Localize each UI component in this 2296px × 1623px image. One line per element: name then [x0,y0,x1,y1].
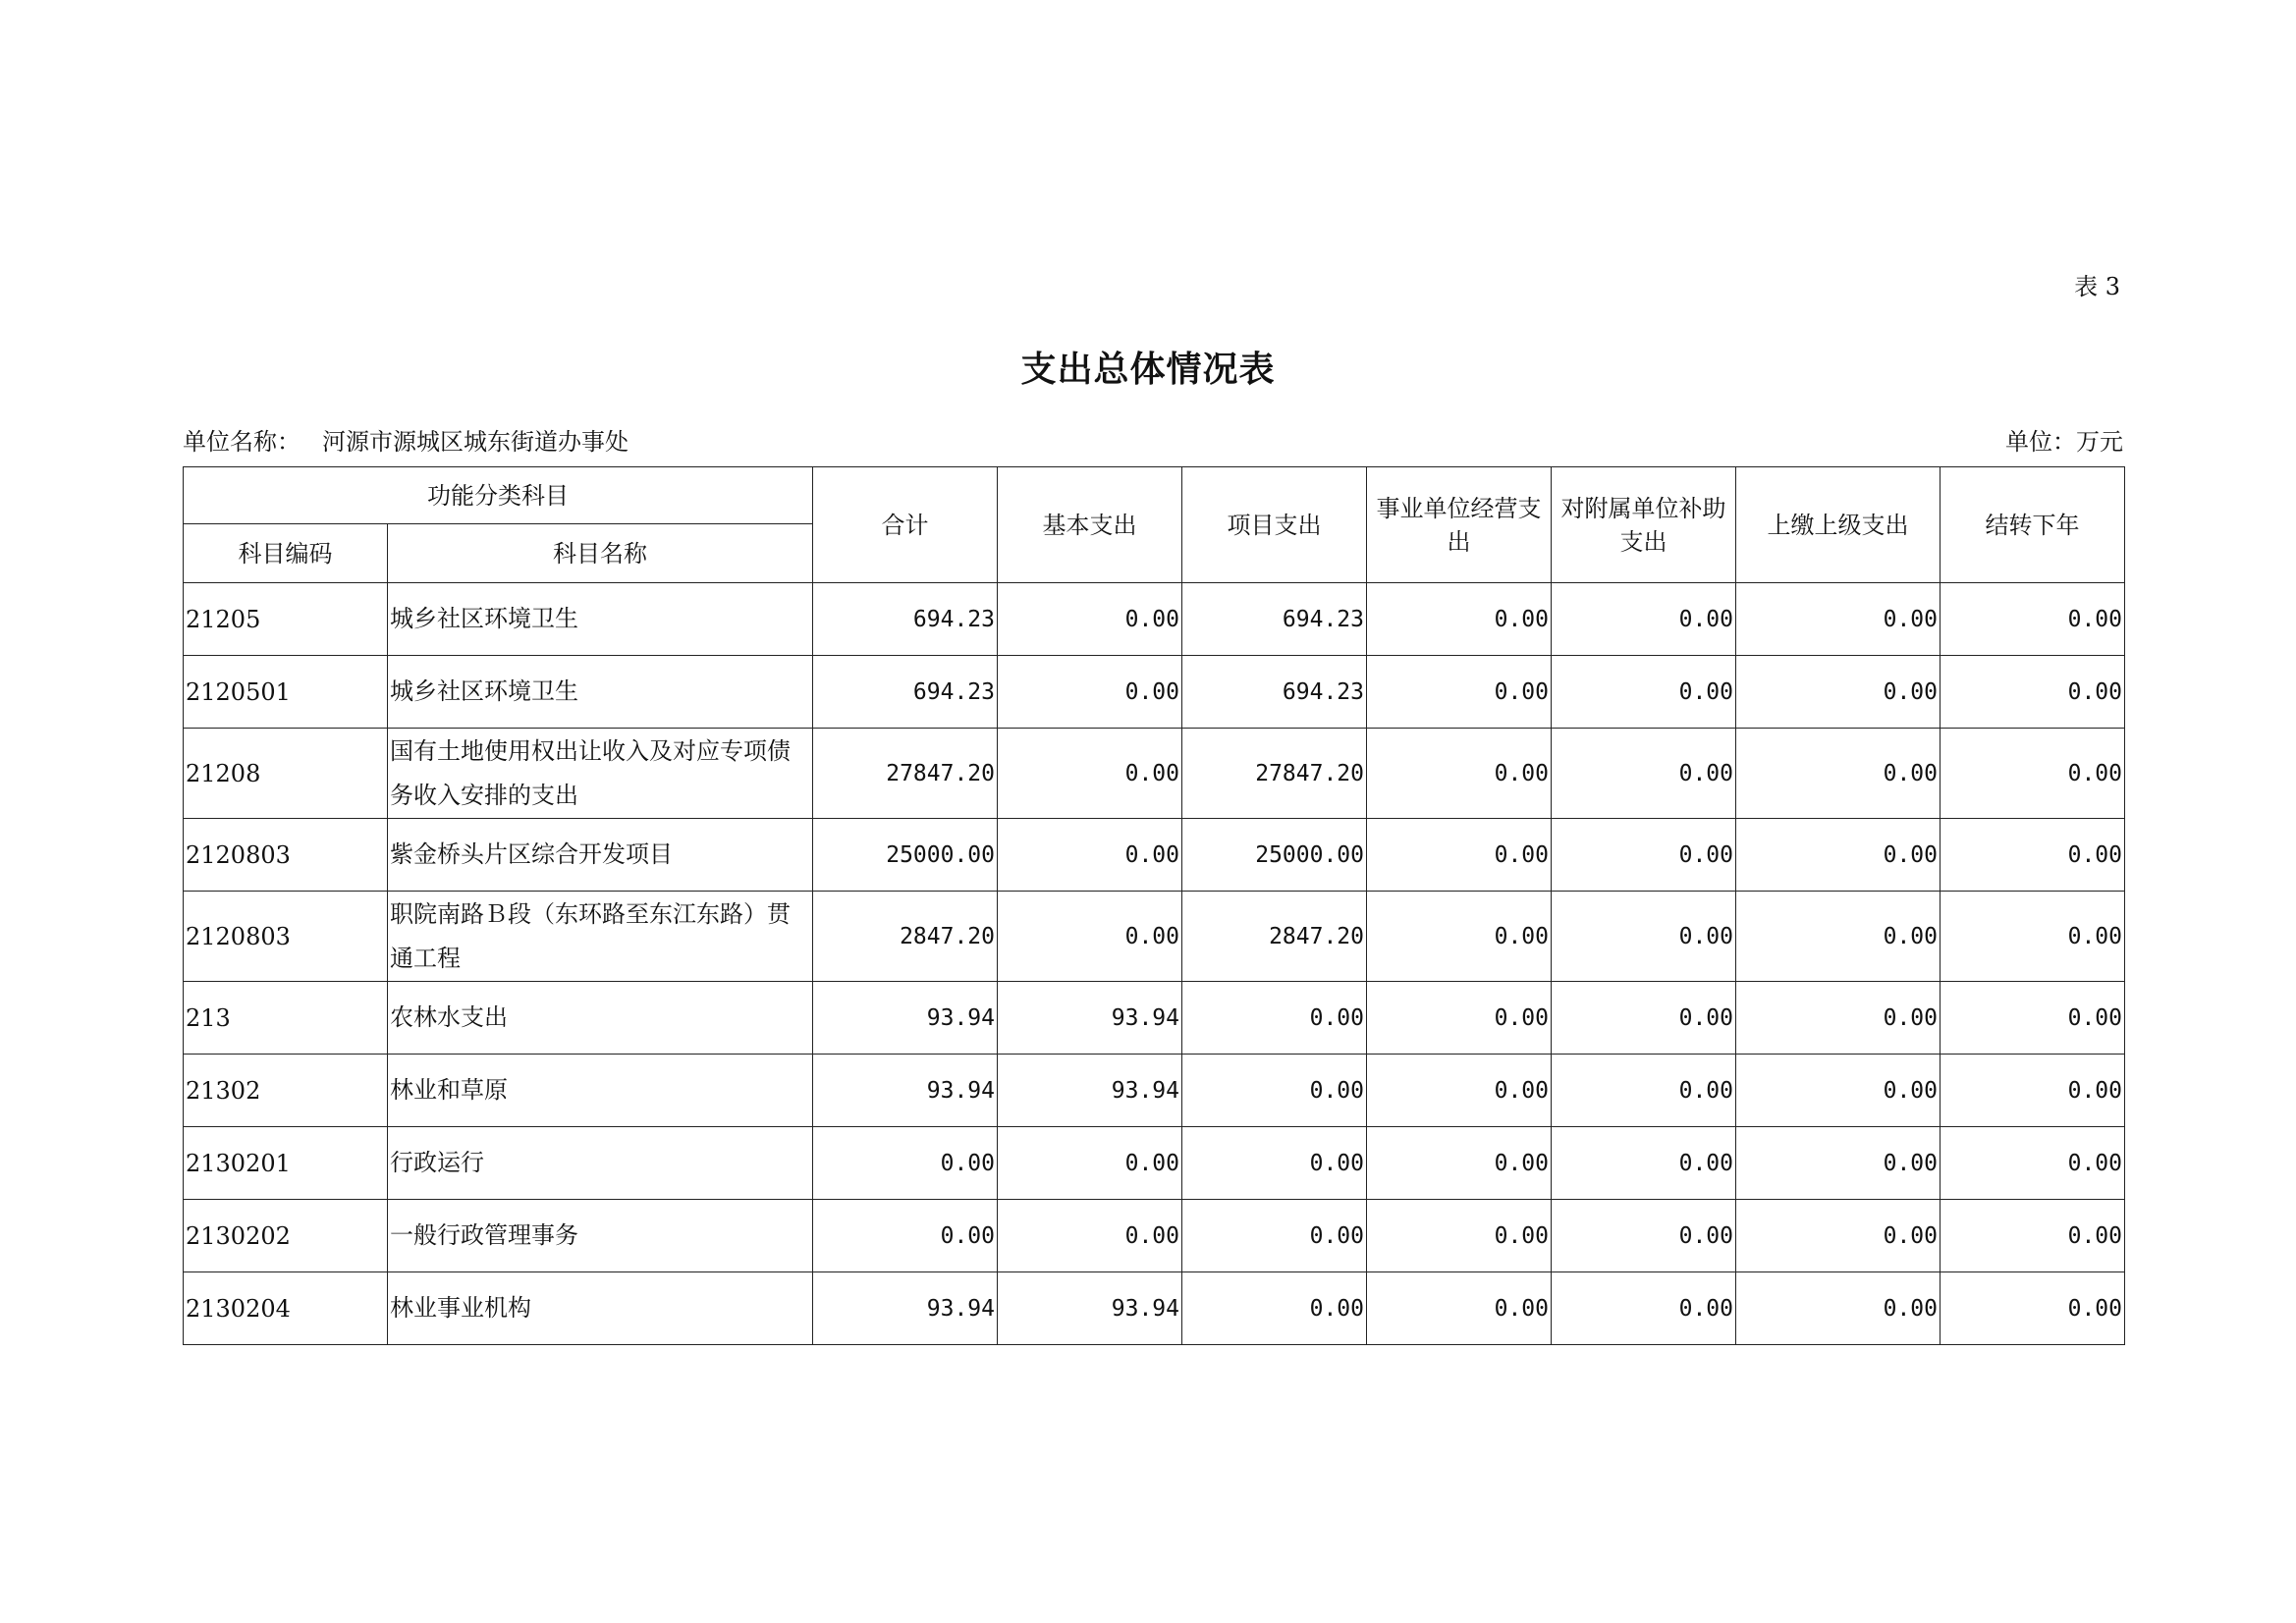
cell-business: 0.00 [1367,1055,1552,1127]
table-row [184,1200,2125,1272]
cell-total: 93.94 [813,982,998,1055]
cell-carry: 0.00 [1941,1055,2125,1127]
cell-total: 694.23 [813,583,998,656]
table-row [184,982,2125,1055]
cell-total: 27847.20 [813,729,998,819]
cell-name: 国有土地使用权出让收入及对应专项债务收入安排的支出 [388,729,813,819]
cell-carry: 0.00 [1941,1127,2125,1200]
cell-subsidy: 0.00 [1552,1272,1736,1345]
cell-business: 0.00 [1367,1200,1552,1272]
cell-basic: 0.00 [998,892,1182,982]
cell-subsidy: 0.00 [1552,982,1736,1055]
cell-subsidy: 0.00 [1552,656,1736,729]
cell-upper: 0.00 [1736,656,1941,729]
cell-code: 2120501 [184,656,388,729]
unit-name-line [183,422,629,457]
money-unit: 单位：万元 [2005,428,2123,456]
cell-total: 2847.20 [813,892,998,982]
header-subject-name: 科目名称 [388,524,813,583]
table-row [184,1127,2125,1200]
cell-business: 0.00 [1367,656,1552,729]
cell-code: 2130202 [184,1200,388,1272]
cell-basic: 93.94 [998,1272,1182,1345]
cell-basic: 0.00 [998,656,1182,729]
cell-name: 农林水支出 [388,982,813,1055]
cell-basic: 93.94 [998,982,1182,1055]
cell-business: 0.00 [1367,982,1552,1055]
cell-project: 694.23 [1182,656,1367,729]
cell-subsidy: 0.00 [1552,892,1736,982]
cell-upper: 0.00 [1736,892,1941,982]
cell-carry: 0.00 [1941,1200,2125,1272]
header-total: 合计 [813,467,998,583]
cell-upper: 0.00 [1736,729,1941,819]
cell-project: 25000.00 [1182,819,1367,892]
cell-carry: 0.00 [1941,982,2125,1055]
cell-project: 694.23 [1182,583,1367,656]
cell-code: 21208 [184,729,388,819]
table-row [184,819,2125,892]
cell-carry: 0.00 [1941,583,2125,656]
table-row [184,1055,2125,1127]
cell-carry: 0.00 [1941,1272,2125,1345]
unit-name-label: 单位名称： [183,428,301,456]
cell-name: 紫金桥头片区综合开发项目 [388,819,813,892]
page-title: 支出总体情况表 [1020,349,1276,390]
table-row [184,656,2125,729]
cell-business: 0.00 [1367,583,1552,656]
cell-total: 0.00 [813,1200,998,1272]
cell-basic: 0.00 [998,1127,1182,1200]
cell-business: 0.00 [1367,1127,1552,1200]
cell-code: 2120803 [184,892,388,982]
header-subject-code: 科目编码 [184,524,388,583]
cell-basic: 0.00 [998,819,1182,892]
unit-name-value: 河源市源城区城东街道办事处 [322,428,629,456]
cell-code: 21205 [184,583,388,656]
cell-project: 0.00 [1182,1272,1367,1345]
cell-total: 0.00 [813,1127,998,1200]
header-basic-expenditure: 基本支出 [998,467,1182,583]
cell-business: 0.00 [1367,892,1552,982]
header-carry-forward: 结转下年 [1941,467,2125,583]
cell-name: 一般行政管理事务 [388,1200,813,1272]
header-business-expenditure: 事业单位经营支出 [1367,467,1552,583]
cell-code: 21302 [184,1055,388,1127]
cell-business: 0.00 [1367,729,1552,819]
cell-subsidy: 0.00 [1552,1200,1736,1272]
table-row [184,729,2125,819]
cell-code: 2130201 [184,1127,388,1200]
cell-project: 27847.20 [1182,729,1367,819]
cell-project: 0.00 [1182,1055,1367,1127]
table-body [184,583,2125,1345]
cell-total: 93.94 [813,1055,998,1127]
cell-project: 0.00 [1182,1200,1367,1272]
cell-upper: 0.00 [1736,1272,1941,1345]
header-project-expenditure: 项目支出 [1182,467,1367,583]
cell-subsidy: 0.00 [1552,583,1736,656]
table-number: 表 3 [2074,273,2120,300]
cell-project: 0.00 [1182,1127,1367,1200]
cell-basic: 0.00 [998,1200,1182,1272]
cell-name: 林业和草原 [388,1055,813,1127]
cell-subsidy: 0.00 [1552,1127,1736,1200]
cell-carry: 0.00 [1941,729,2125,819]
table-row [184,892,2125,982]
cell-name: 城乡社区环境卫生 [388,583,813,656]
header-subsidy-expenditure: 对附属单位补助支出 [1552,467,1736,583]
cell-carry: 0.00 [1941,656,2125,729]
cell-subsidy: 0.00 [1552,1055,1736,1127]
cell-upper: 0.00 [1736,819,1941,892]
cell-subsidy: 0.00 [1552,819,1736,892]
cell-upper: 0.00 [1736,1127,1941,1200]
cell-subsidy: 0.00 [1552,729,1736,819]
cell-carry: 0.00 [1941,892,2125,982]
cell-carry: 0.00 [1941,819,2125,892]
expenditure-table [183,466,2125,1345]
cell-name: 城乡社区环境卫生 [388,656,813,729]
cell-upper: 0.00 [1736,982,1941,1055]
cell-basic: 0.00 [998,729,1182,819]
header-upper-payment: 上缴上级支出 [1736,467,1941,583]
cell-name: 林业事业机构 [388,1272,813,1345]
cell-project: 2847.20 [1182,892,1367,982]
cell-total: 93.94 [813,1272,998,1345]
table-row [184,1272,2125,1345]
table-row [184,583,2125,656]
cell-upper: 0.00 [1736,1200,1941,1272]
cell-total: 694.23 [813,656,998,729]
cell-business: 0.00 [1367,819,1552,892]
cell-name: 职院南路Ｂ段（东环路至东江东路）贯通工程 [388,892,813,982]
cell-upper: 0.00 [1736,583,1941,656]
cell-name: 行政运行 [388,1127,813,1200]
cell-code: 213 [184,982,388,1055]
cell-basic: 93.94 [998,1055,1182,1127]
header-functional-category: 功能分类科目 [184,467,813,524]
cell-code: 2130204 [184,1272,388,1345]
cell-total: 25000.00 [813,819,998,892]
cell-business: 0.00 [1367,1272,1552,1345]
cell-code: 2120803 [184,819,388,892]
cell-basic: 0.00 [998,583,1182,656]
cell-upper: 0.00 [1736,1055,1941,1127]
cell-project: 0.00 [1182,982,1367,1055]
